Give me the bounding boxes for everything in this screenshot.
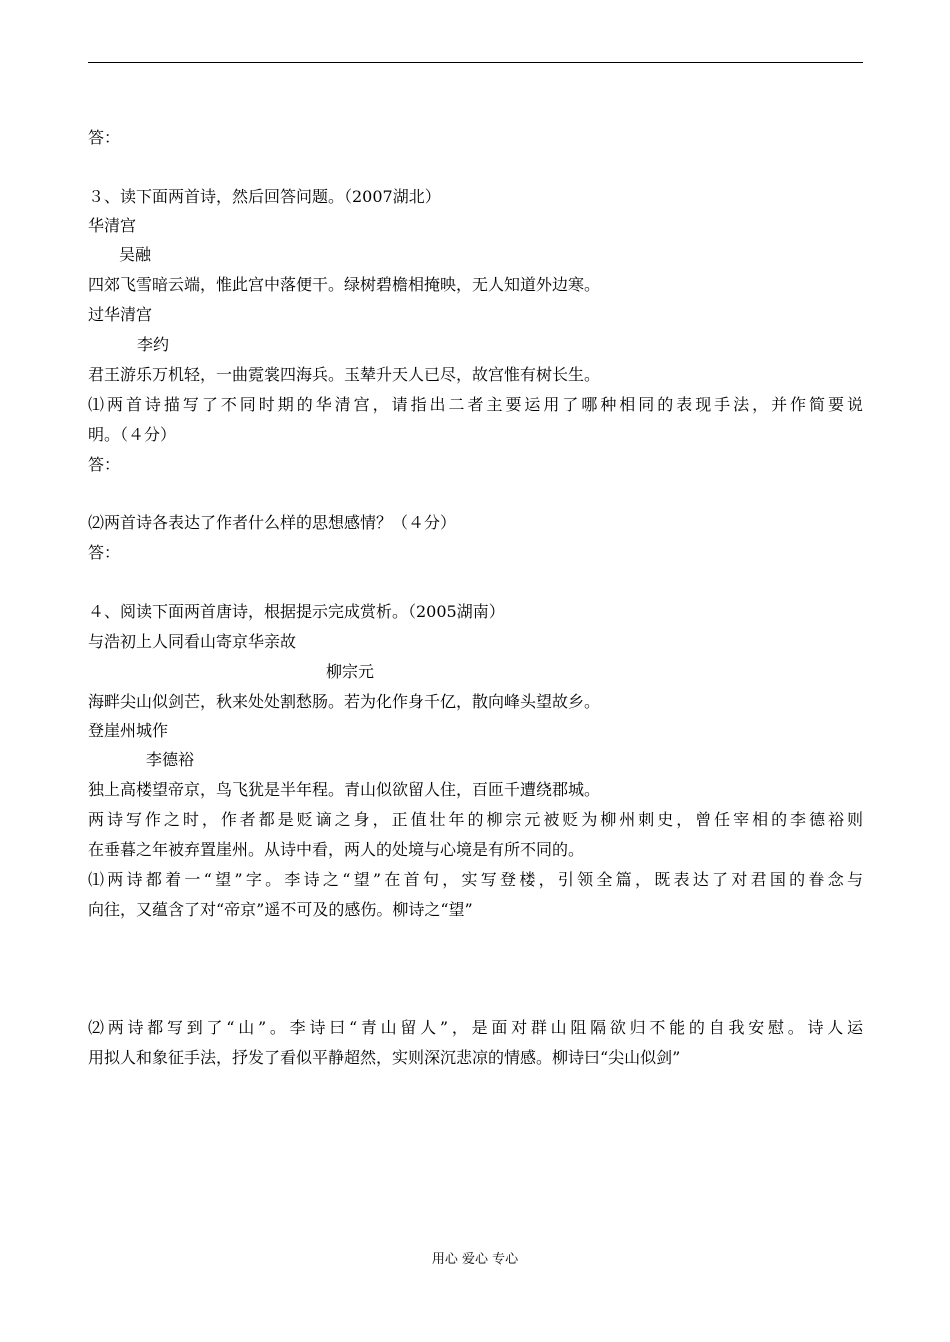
poem-author: 李德裕 — [146, 750, 195, 769]
answer-label: 答： — [88, 128, 121, 147]
poem-text: 四郊飞雪暗云端，惟此宫中落便干。绿树碧檐相掩映，无人知道外边寒。 — [88, 275, 601, 294]
question-text: ⑵两诗都写到了“山”。李诗曰“青山留人”，是面对群山阻隔欲归不能的自我安慰。诗人运 — [88, 1018, 863, 1037]
poem-author: 李约 — [137, 335, 170, 354]
question-text: ⑴两诗都着一“望”字。李诗之“望”在首句，实写登楼，引领全篇，既表达了对君国的眷念与 — [88, 870, 863, 889]
paragraph-text: 在垂暮之年被弃置崖州。从诗中看，两人的处境与心境是有所不同的。 — [88, 840, 585, 859]
poem-text: 独上高楼望帝京，鸟飞犹是半年程。青山似欲留人住，百匝千遭绕郡城。 — [88, 780, 601, 799]
question-text: ⑵两首诗各表达了作者什么样的思想感情？（４分） — [88, 513, 457, 532]
answer-label: 答： — [88, 543, 121, 562]
paragraph-text: 两诗写作之时，作者都是贬谪之身，正值壮年的柳宗元被贬为柳州刺史，曾任宰相的李德裕则 — [88, 810, 863, 829]
poem-title: 过华清宫 — [88, 305, 153, 324]
poem-title: 登崖州城作 — [88, 721, 169, 740]
question-text: 向往，又蕴含了对“帝京”遥不可及的感伤。柳诗之“望” — [88, 900, 473, 919]
question-4-heading: ４、阅读下面两首唐诗，根据提示完成赏析。（2005湖南） — [88, 602, 505, 621]
poem-text: 海畔尖山似剑芒，秋来处处割愁肠。若为化作身千亿，散向峰头望故乡。 — [88, 692, 601, 711]
question-text: 明。（４分） — [88, 425, 177, 444]
answer-label: 答： — [88, 455, 121, 474]
question-text: ⑴两首诗描写了不同时期的华清宫，请指出二者主要运用了哪种相同的表现手法，并作简要说 — [88, 395, 863, 414]
page-footer: 用心 爱心 专心 — [431, 1252, 519, 1267]
poem-text: 君王游乐万机轻，一曲霓裳四海兵。玉辇升天人已尽，故宫惟有树长生。 — [88, 365, 601, 384]
poem-title: 与浩初上人同看山寄京华亲故 — [88, 632, 297, 651]
poem-author: 柳宗元 — [326, 662, 375, 681]
poem-title: 华清宫 — [88, 216, 137, 235]
question-3-heading: ３、读下面两首诗，然后回答问题。（2007湖北） — [88, 187, 441, 206]
header-rule — [88, 62, 863, 63]
question-text: 用拟人和象征手法，抒发了看似平静超然，实则深沉悲凉的情感。柳诗曰“尖山似剑” — [88, 1048, 681, 1067]
poem-author: 吴融 — [119, 245, 152, 264]
